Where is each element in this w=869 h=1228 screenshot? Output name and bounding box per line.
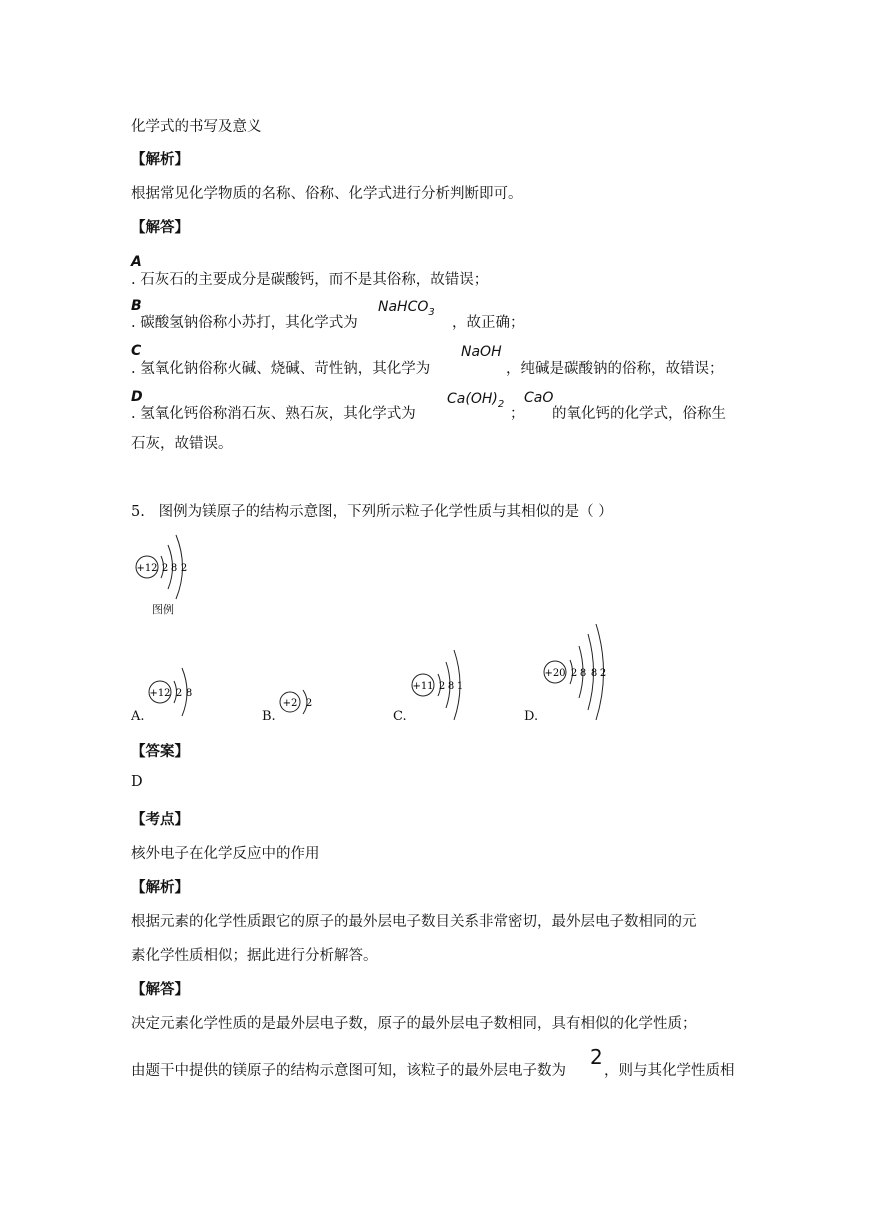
- analysis-text: 根据常见化学物质的名称、俗称、化学式进行分析判断即可。: [131, 186, 523, 202]
- question-5: 5. 图例为镁原子的结构示意图，下列所示粒子化学性质与其相似的是（ ）: [131, 504, 613, 520]
- option-d-letter: D: [131, 389, 143, 405]
- option-d-tail: 的氧化钙的化学式，俗称生: [552, 406, 726, 422]
- svg-text:2: 2: [570, 668, 578, 679]
- q5-point-heading: 【考点】: [131, 811, 189, 828]
- legend-atom-diagram: [131, 527, 201, 607]
- option-c-tail: ，纯碱是碳酸钠的俗称，故错误；: [506, 361, 724, 377]
- option-c-text: . 氢氧化钠俗称火碱、烧碱、苛性钠，其化学为: [131, 361, 431, 377]
- q5-answer: D: [131, 774, 143, 790]
- legend-label: 图例: [152, 603, 174, 616]
- choice-a-atom-diagram: [146, 660, 206, 725]
- svg-text:1: 1: [456, 681, 464, 692]
- option-d-line2: 石灰，故错误。: [131, 436, 233, 452]
- q5-solution-line2-before: 由题干中提供的镁原子的结构示意图可知，该粒子的最外层电子数为: [131, 1063, 566, 1079]
- svg-text:2: 2: [438, 681, 446, 692]
- q5-answer-heading: 【答案】: [131, 743, 189, 760]
- svg-text:+12: +12: [149, 688, 171, 699]
- svg-text:2: 2: [161, 563, 169, 574]
- option-d-formula: $Ca(OH)_2$: [447, 391, 505, 410]
- analysis-heading: 【解析】: [131, 151, 189, 168]
- svg-text:2: 2: [305, 698, 313, 709]
- legend-nucleus: +12: [136, 563, 158, 574]
- svg-text:+20: +20: [544, 668, 566, 679]
- option-b-tail: ，故正确；: [452, 315, 525, 331]
- choice-b-atom-diagram: [278, 686, 323, 721]
- q5-point-text: 核外电子在化学反应中的作用: [131, 846, 320, 862]
- svg-text:8: 8: [170, 563, 178, 574]
- choice-c-label: C.: [393, 709, 407, 724]
- svg-text:2: 2: [175, 688, 183, 699]
- option-c-formula: NaOH: [461, 344, 502, 360]
- option-b-formula: NaHCO$_3$: [378, 299, 435, 318]
- choice-d-label: D.: [524, 709, 539, 724]
- q5-analysis-line2: 素化学性质相似；据此进行分析解答。: [131, 948, 378, 964]
- svg-text:8: 8: [185, 688, 193, 699]
- q5-solution-line2-after: ，则与其化学性质相: [604, 1063, 735, 1079]
- svg-text:8: 8: [447, 681, 455, 692]
- choice-d-atom-diagram: [541, 624, 613, 724]
- option-d-text: . 氢氧化钙俗称消石灰、熟石灰，其化学式为: [131, 406, 416, 422]
- q5-solution-number: 2: [590, 1045, 603, 1069]
- svg-text:2: 2: [599, 668, 607, 679]
- q5-solution-line1: 决定元素化学性质的是最外层电子数，原子的最外层电子数相同，具有相似的化学性质；: [131, 1016, 697, 1032]
- svg-text:8: 8: [590, 668, 598, 679]
- svg-text:8: 8: [579, 668, 587, 679]
- choice-a-label: A.: [131, 709, 145, 724]
- answer-heading: 【解答】: [131, 219, 189, 236]
- option-c-letter: C: [131, 343, 142, 359]
- option-d-sep: ；: [510, 406, 525, 422]
- q5-analysis-line1: 根据元素的化学性质跟它的原子的最外层电子数目关系非常密切，最外层电子数相同的元: [131, 914, 697, 930]
- q5-analysis-heading: 【解析】: [131, 879, 189, 896]
- option-d-formula2: CaO: [524, 390, 554, 406]
- choice-b-label: B.: [262, 709, 276, 724]
- option-a-text: . 石灰石的主要成分是碳酸钙，而不是其俗称，故错误；: [131, 272, 489, 288]
- q5-solution-heading: 【解答】: [131, 981, 189, 998]
- topic-text: 化学式的书写及意义: [131, 119, 262, 135]
- svg-text:2: 2: [180, 563, 188, 574]
- svg-text:+2: +2: [282, 698, 298, 709]
- option-b-text: . 碳酸氢钠俗称小苏打，其化学式为: [131, 315, 358, 331]
- option-a-letter: A: [131, 254, 142, 270]
- choice-c-atom-diagram: [409, 645, 469, 720]
- option-b-letter: B: [131, 298, 142, 314]
- svg-text:+11: +11: [412, 681, 434, 692]
